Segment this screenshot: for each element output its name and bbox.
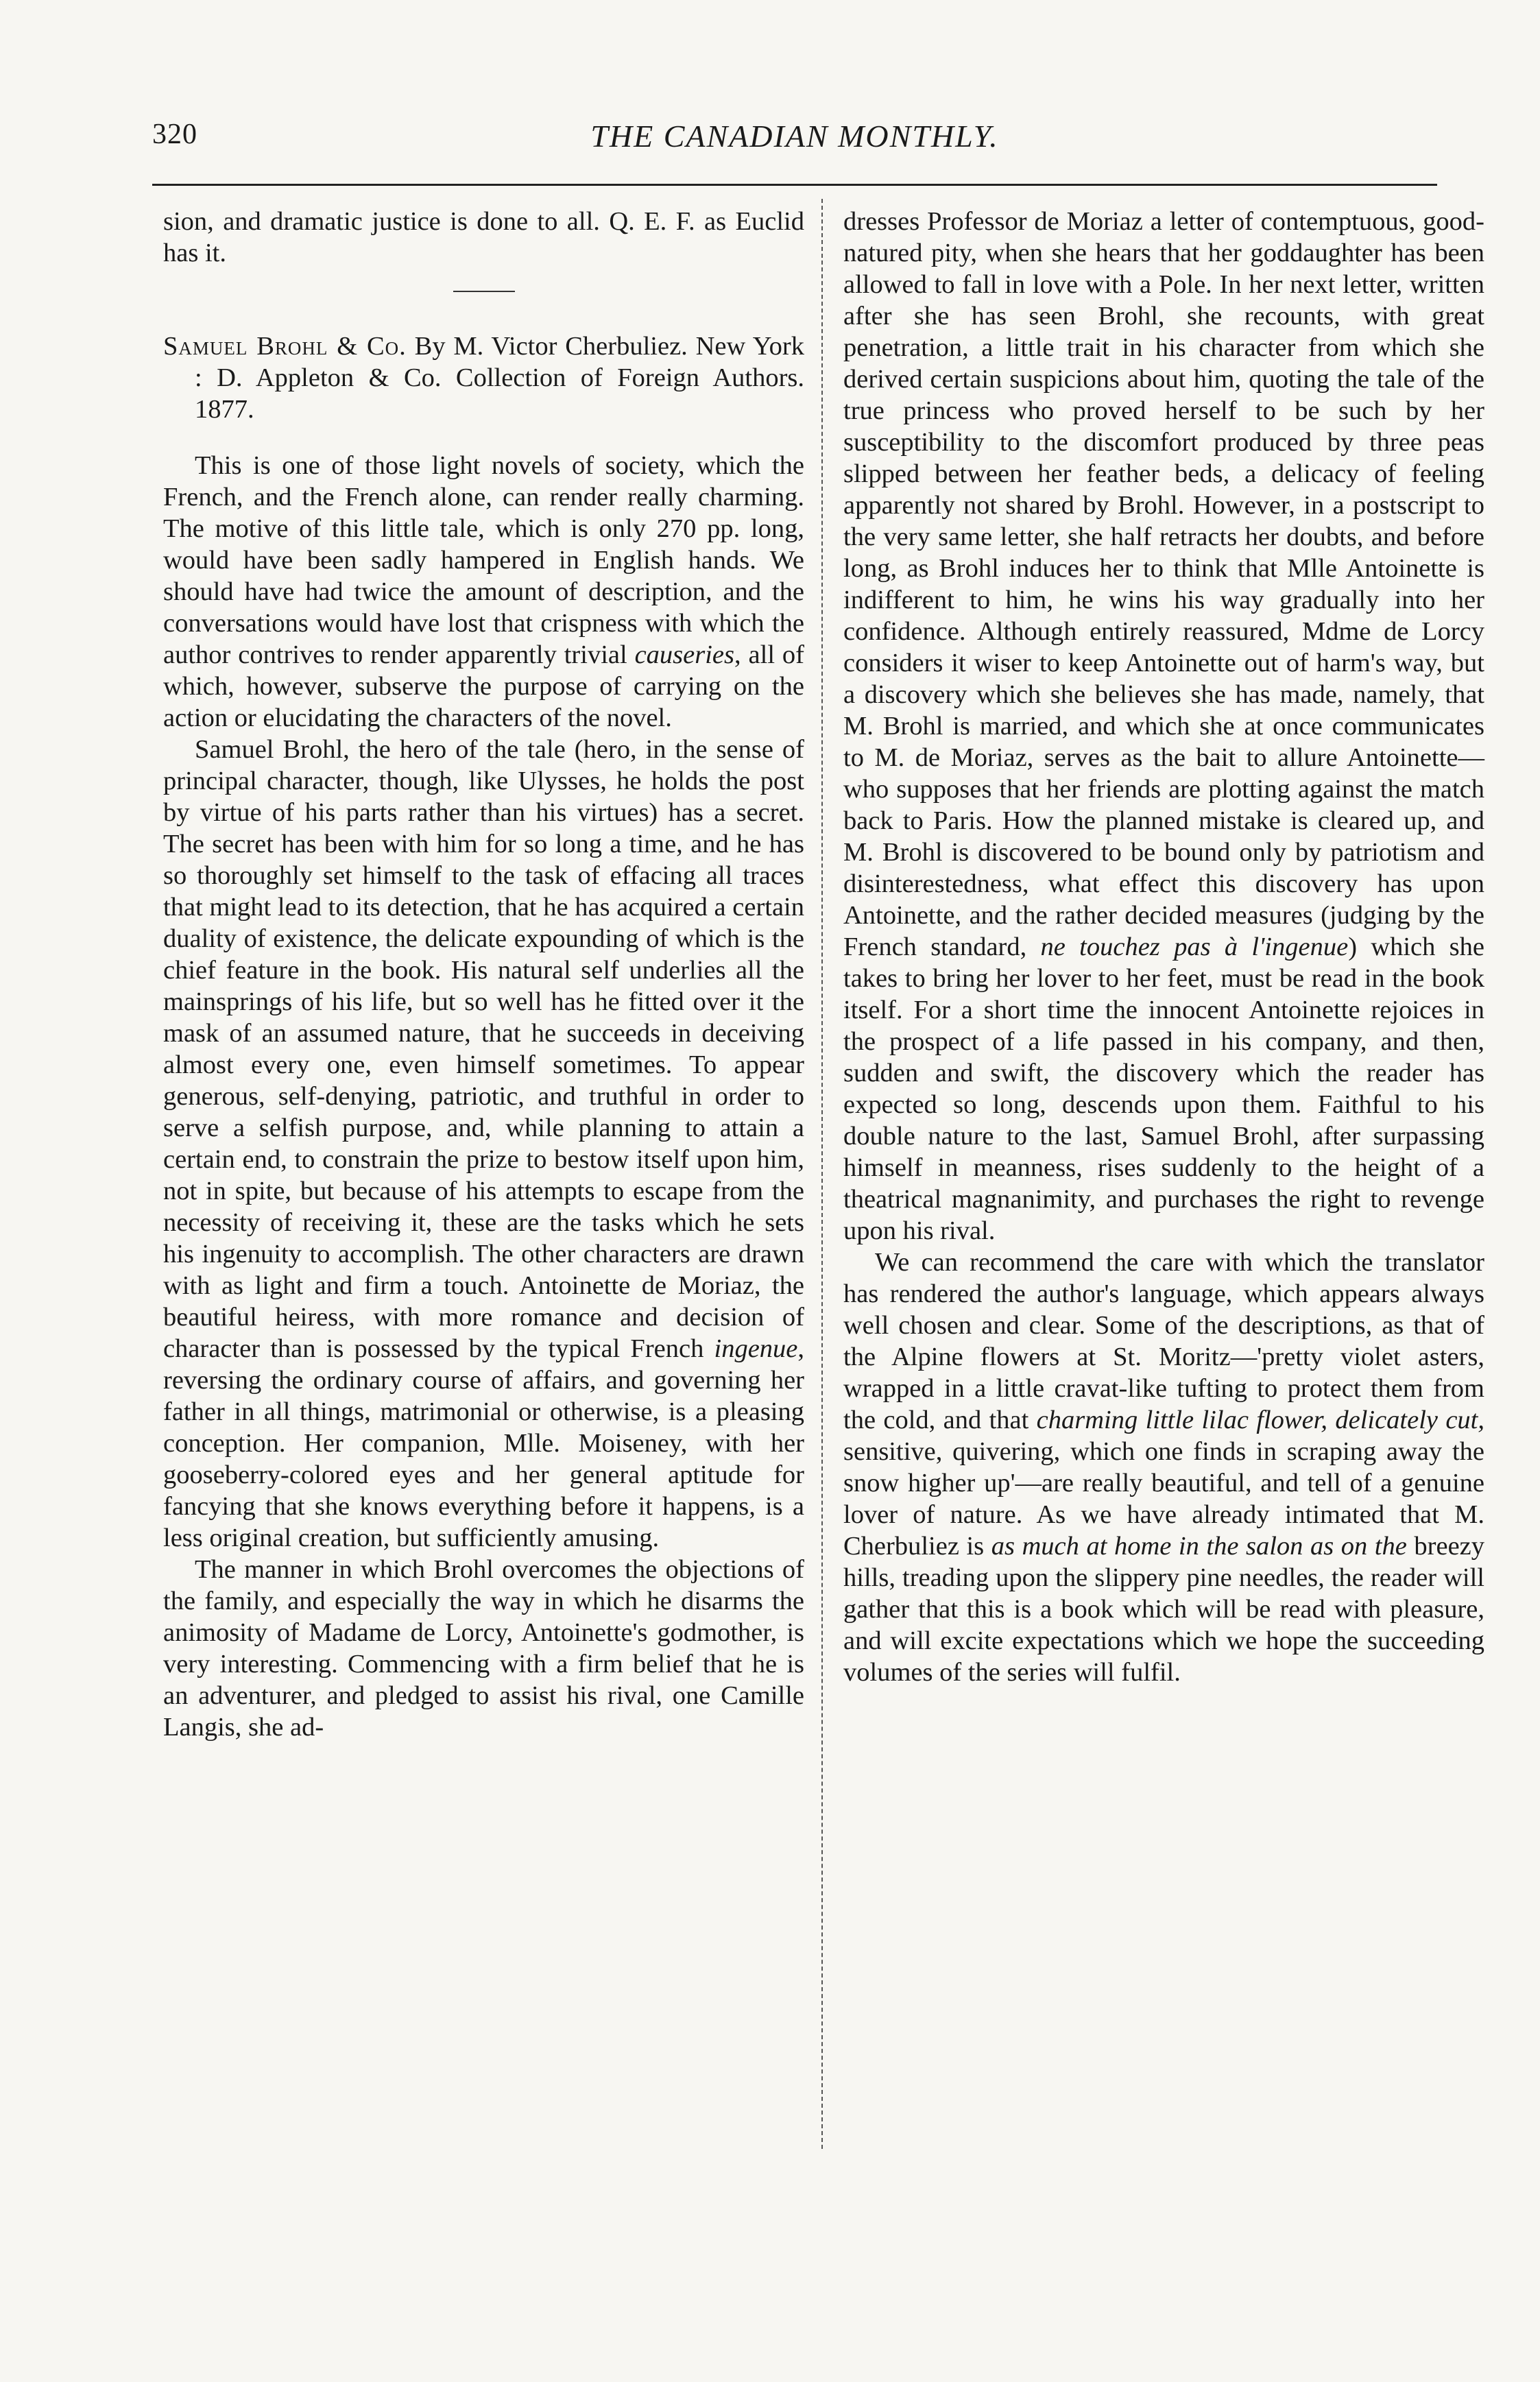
paragraph-text: ) which she takes to bring her lover to her feet, must be read in the book itself. For a short time the innocent Antoinette rejoices in the prospect of a life passed in his company, and then, sudden and swift, the discovery which the reader has expected so long, descends upon them. Faithful to his double nature to the last, Samuel Brohl, after surpassing himself in meanness, rises suddenly to the height of a theatrical magnanimity, and purchases the right to revenge upon his rival. (843, 933, 1484, 1245)
right-column (843, 206, 1484, 1688)
review-paragraph (163, 450, 804, 734)
review-paragraph (163, 734, 804, 1554)
book-title: Samuel Brohl & Co. (163, 332, 407, 361)
running-title: THE CANADIAN MONTHLY. (590, 119, 999, 154)
spacer (163, 425, 804, 450)
paragraph-text: This is one of those light novels of society, which the French, and the French alone, can render really charming. The motive of this little tale, which is only 270 pp. long, would have been sadly hampered in English hands. We should have had twice the amount of description, and the conversations would have lost that crispness with which the author contrives to render apparently trivial (163, 451, 804, 669)
header-rule (152, 184, 1437, 186)
italic-term: causeries (634, 640, 735, 669)
page-number: 320 (152, 119, 197, 150)
paragraph-text: , all of which, however, subserve the purpose of carrying on the action or elucidating the characters of the novel. (163, 640, 804, 732)
book-details: By M. Victor Cherbuliez. New York : D. Appleton & Co. Collection of Foreign Authors. 1877. (195, 332, 804, 424)
left-column (163, 206, 804, 1743)
italic-term: ingenue (714, 1334, 798, 1363)
review-paragraph (843, 206, 1484, 1247)
section-divider (453, 291, 515, 292)
paragraph-text: We can recommend the care with which the translator has rendered the author's language, which appears always well chosen and clear. Some of the descriptions, as that of the Alpine flowers at St. Moritz—'pretty violet asters, wrapped in a little cravat-like tufting to protect them from the cold, and that (843, 1248, 1484, 1434)
italic-term: ne touchez pas à l'ingenue (1040, 933, 1349, 961)
review-paragraph: The manner in which Brohl overcomes the objections of the family, and especially the way in which he disarms the animosity of Madame de Lorcy, Antoinette's godmother, is very interesting. Commencing with a firm belief that he is an adventurer, and pledged to assist his rival, one Camille Langis, she ad- (163, 1555, 804, 1742)
column-divider (821, 199, 823, 2149)
review-paragraph (843, 1247, 1484, 1688)
paragraph-text: breezy hills, treading upon the slippery pine needles, the reader will gather that this is a book which will be read with pleasure, and will excite expectations which we hope the succeeding volumes of the series will fulfil. (843, 1532, 1485, 1687)
italic-phrase: charming little lilac flower, delicately cut, (1036, 1406, 1485, 1434)
paragraph-text: Samuel Brohl, the hero of the tale (hero, in the sense of principal character, though, like Ulysses, he holds the post by virtue of his parts rather than his virtues) has a secret. The secret has been with him for so long a time, and he has so thoroughly set himself to the task of effacing all traces that might lead to its detection, that he has acquired a certain duality of existence, the delicate expounding of which is the chief feature in the book. His natural self underlies all the mainsprings of his life, but so well has he fitted over it the mask of an assumed nature, that he succeeds in deceiving almost every one, even himself sometimes. To appear generous, self-denying, patriotic, and truthful in order to serve a selfish purpose, and, while planning to attain a certain end, to constrain the prize to bestow itself upon him, not in spite, but because of his attempts to escape from the necessity of receiving it, these are the tasks which he sets his ingenuity to accomplish. The other characters are drawn with as light and firm a touch. Antoinette de Moriaz, the beautiful heiress, with more romance and decision of character than is possessed by the typical French (163, 735, 804, 1363)
italic-phrase: as much at home in the salon as on the (991, 1532, 1407, 1561)
paragraph-text: sensitive, quivering, which one finds in scraping away the snow higher up'—are really beautiful, and tell of a genuine lover of nature. As we have already intimated that M. Cherbuliez is (843, 1437, 1484, 1561)
continued-paragraph: sion, and dramatic justice is done to all. Q. E. F. as Euclid has it. (163, 207, 804, 267)
paragraph-text: , reversing the ordinary course of affairs, and governing her father in all things, matrimonial or otherwise, is a pleasing conception. Her companion, Mlle. Moiseney, with her gooseberry-colored eyes and her general aptitude for fancying that she knows everything before it happens, is a less original creation, but sufficiently amusing. (163, 1334, 804, 1552)
page-header (152, 118, 1437, 159)
paragraph-text: dresses Professor de Moriaz a letter of contemptuous, good-natured pity, when she hears that her goddaughter has been allowed to fall in love with a Pole. In her next letter, written after she has seen Brohl, she recounts, with great penetration, a little trait in his character from which she derived certain suspicions about him, quoting the tale of the true princess who proved herself to be such by her susceptibility to the discomfort produced by three peas slipped between her feather beds, a delicacy of feeling apparently not shared by Brohl. However, in a postscript to the very same letter, she half retracts her doubts, and before long, as Brohl induces her to think that Mlle Antoinette is indifferent to him, he wins his way gradually into her confidence. Although entirely reassured, Mdme de Lorcy considers it wiser to keep Antoinette out of harm's way, but a discovery which she believes she has made, namely, that M. Brohl is married, and which she at once communicates to M. de Moriaz, serves as the bait to allure Antoinette—who supposes that her friends are plotting against the match back to Paris. How the planned mistake is cleared up, and M. Brohl is discovered to be bound only by patriotism and disinterestedness, what effect this discovery has upon Antoinette, and the rather decided measures (judging by the French standard, (843, 207, 1484, 961)
review-heading (163, 330, 804, 425)
